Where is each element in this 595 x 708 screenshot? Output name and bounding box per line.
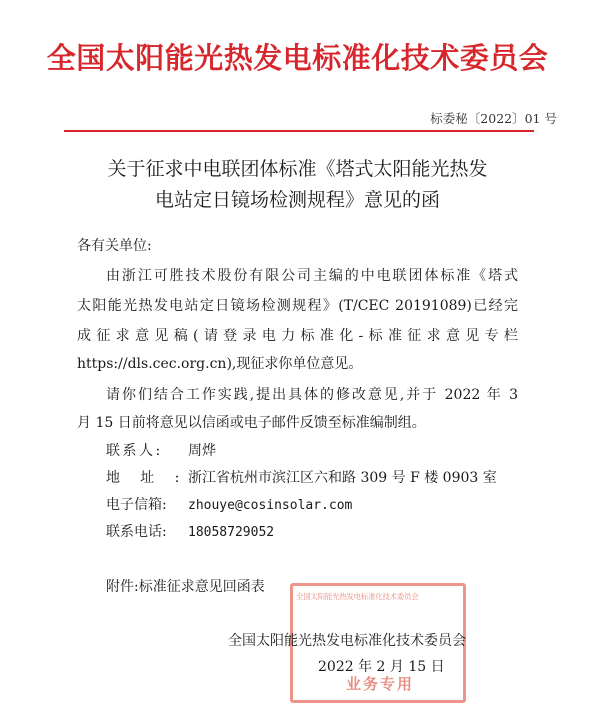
contact-email-row: [106, 495, 352, 516]
signature-date: 2022 年 2 月 15 日: [318, 659, 445, 675]
paragraph-2-line: 请你们结合工作实践,提出具体的修改意见,并于 2022 年 3: [106, 387, 518, 403]
contact-phone-value: 18058729052: [188, 525, 275, 540]
contact-phone-row: [106, 522, 274, 543]
organization-header: 全国太阳能光热发电标准化技术委员会: [46, 41, 549, 75]
seal-top-text: 全国太阳能光热发电标准化技术委员会: [296, 592, 419, 601]
seal-bottom-text: 业务专用: [346, 675, 415, 693]
paragraph-1-line: https://dls.cec.org.cn),现征求你单位意见。: [77, 356, 363, 372]
contact-person-value: 周烨: [188, 443, 216, 459]
salutation: 各有关单位:: [77, 238, 152, 254]
header-divider: [64, 130, 534, 132]
contact-email-label: 电子信箱:: [106, 497, 167, 513]
signature-organization: 全国太阳能光热发电标准化技术委员会: [228, 633, 466, 649]
paragraph-1-line: 由浙江可胜技术股份有限公司主编的中电联团体标准《塔式: [106, 268, 518, 284]
attachment-line: 附件:标准征求意见回函表: [106, 579, 265, 595]
paragraph-1-line: 太阳能光热发电站定日镜场检测规程》(T/CEC 20191089)已经完: [77, 298, 518, 314]
paragraph-1-line: 成征求意见稿(请登录电力标准化-标准征求意见专栏: [77, 328, 518, 344]
document-title-line-2: 电站定日镜场检测规程》意见的函: [154, 189, 440, 211]
contact-address-row: [106, 468, 497, 488]
contact-person-row: [106, 441, 216, 461]
contact-address-value: 浙江省杭州市滨江区六和路 309 号 F 楼 0903 室: [188, 470, 497, 486]
contact-person-label: 联系人:: [106, 443, 163, 459]
contact-phone-label: 联系电话:: [106, 524, 167, 540]
paragraph-2-line: 月 15 日前将意见以信函或电子邮件反馈至标准编制组。: [77, 415, 426, 431]
contact-email-value[interactable]: zhouye@cosinsolar.com: [188, 498, 353, 513]
document-number: 标委秘〔2022〕01 号: [430, 111, 557, 126]
contact-address-label: 地址:: [106, 470, 200, 486]
document-title-line-1: 关于征求中电联团体标准《塔式太阳能光热发: [107, 158, 488, 180]
